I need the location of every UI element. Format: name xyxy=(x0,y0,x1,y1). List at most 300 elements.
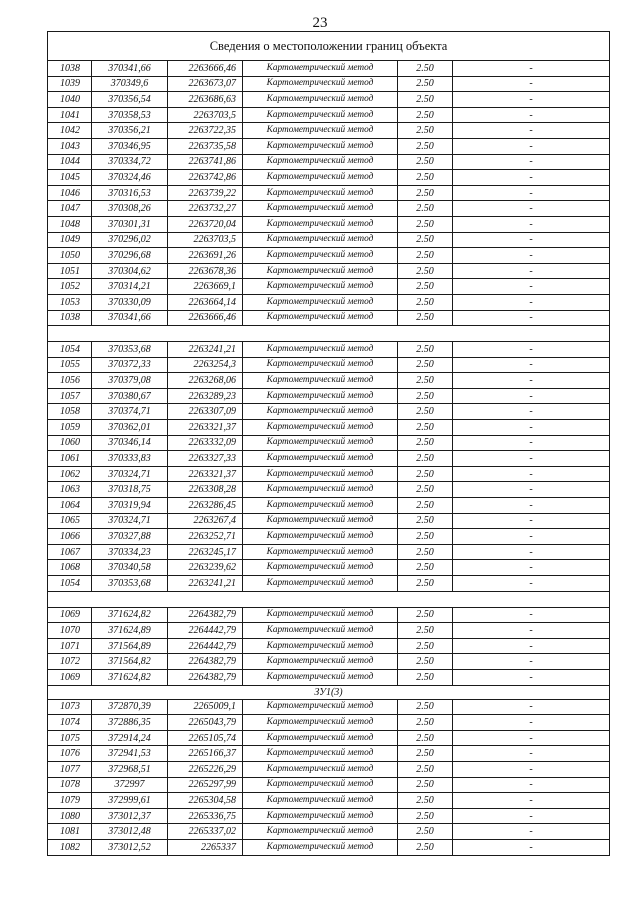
description-cell: - xyxy=(453,342,610,358)
coord-x: 371624,82 xyxy=(92,669,168,685)
coord-x: 370362,01 xyxy=(92,420,168,436)
accuracy-cell: 2.50 xyxy=(398,216,453,232)
accuracy-cell: 2.50 xyxy=(398,451,453,467)
point-number: 1047 xyxy=(48,201,92,217)
method-cell: Картометрический метод xyxy=(243,529,398,545)
accuracy-cell: 2.50 xyxy=(398,498,453,514)
coord-x: 370301,31 xyxy=(92,216,168,232)
table-row xyxy=(48,232,610,248)
coord-y: 2263321,37 xyxy=(168,466,243,482)
point-number: 1052 xyxy=(48,279,92,295)
coord-y: 2263741,86 xyxy=(168,154,243,170)
accuracy-cell: 2.50 xyxy=(398,746,453,762)
table-row xyxy=(48,138,610,154)
point-number: 1067 xyxy=(48,544,92,560)
coord-y: 2264442,79 xyxy=(168,623,243,639)
accuracy-cell: 2.50 xyxy=(398,123,453,139)
coord-y: 2263678,36 xyxy=(168,263,243,279)
table-row xyxy=(48,342,610,358)
accuracy-cell: 2.50 xyxy=(398,404,453,420)
coord-y: 2263703,5 xyxy=(168,232,243,248)
coord-y: 2263268,06 xyxy=(168,373,243,389)
table-row xyxy=(48,76,610,92)
table-row xyxy=(48,248,610,264)
coord-x: 370296,02 xyxy=(92,232,168,248)
coord-x: 372870,39 xyxy=(92,699,168,715)
coord-x: 370353,68 xyxy=(92,576,168,592)
accuracy-cell: 2.50 xyxy=(398,824,453,840)
description-cell: - xyxy=(453,123,610,139)
coord-y: 2265105,74 xyxy=(168,730,243,746)
coord-y: 2263666,46 xyxy=(168,61,243,77)
method-cell: Картометрический метод xyxy=(243,824,398,840)
method-cell: Картометрический метод xyxy=(243,216,398,232)
coord-x: 370341,66 xyxy=(92,61,168,77)
coord-y: 2265337 xyxy=(168,839,243,855)
point-number: 1069 xyxy=(48,607,92,623)
coord-y: 2263686,63 xyxy=(168,92,243,108)
accuracy-cell: 2.50 xyxy=(398,310,453,326)
table-row xyxy=(48,420,610,436)
method-cell: Картометрический метод xyxy=(243,560,398,576)
coord-x: 370346,14 xyxy=(92,435,168,451)
coord-y: 2263735,58 xyxy=(168,138,243,154)
method-cell: Картометрический метод xyxy=(243,513,398,529)
description-cell: - xyxy=(453,638,610,654)
description-cell: - xyxy=(453,138,610,154)
coord-x: 372941,53 xyxy=(92,746,168,762)
coord-x: 370353,68 xyxy=(92,342,168,358)
point-number: 1065 xyxy=(48,513,92,529)
accuracy-cell: 2.50 xyxy=(398,76,453,92)
description-cell: - xyxy=(453,761,610,777)
method-cell: Картометрический метод xyxy=(243,638,398,654)
point-number: 1057 xyxy=(48,388,92,404)
description-cell: - xyxy=(453,560,610,576)
coord-x: 370340,58 xyxy=(92,560,168,576)
method-cell: Картометрический метод xyxy=(243,498,398,514)
description-cell: - xyxy=(453,404,610,420)
coord-y: 2263327,33 xyxy=(168,451,243,467)
description-cell: - xyxy=(453,263,610,279)
table-row xyxy=(48,808,610,824)
accuracy-cell: 2.50 xyxy=(398,107,453,123)
table-row xyxy=(48,216,610,232)
coord-x: 373012,52 xyxy=(92,839,168,855)
coord-x: 370334,23 xyxy=(92,544,168,560)
coord-x: 373012,37 xyxy=(92,808,168,824)
table-row xyxy=(48,513,610,529)
method-cell: Картометрический метод xyxy=(243,388,398,404)
coord-y: 2263307,09 xyxy=(168,404,243,420)
description-cell: - xyxy=(453,513,610,529)
method-cell: Картометрический метод xyxy=(243,746,398,762)
point-number: 1076 xyxy=(48,746,92,762)
spacer-row xyxy=(48,591,610,607)
method-cell: Картометрический метод xyxy=(243,342,398,358)
coord-y: 2265337,02 xyxy=(168,824,243,840)
coord-y: 2263289,23 xyxy=(168,388,243,404)
method-cell: Картометрический метод xyxy=(243,654,398,670)
point-number: 1038 xyxy=(48,310,92,326)
accuracy-cell: 2.50 xyxy=(398,294,453,310)
point-number: 1045 xyxy=(48,170,92,186)
point-number: 1050 xyxy=(48,248,92,264)
point-number: 1044 xyxy=(48,154,92,170)
coord-y: 2263666,46 xyxy=(168,310,243,326)
table-row xyxy=(48,544,610,560)
coord-x: 370372,33 xyxy=(92,357,168,373)
accuracy-cell: 2.50 xyxy=(398,560,453,576)
point-number: 1053 xyxy=(48,294,92,310)
accuracy-cell: 2.50 xyxy=(398,342,453,358)
coord-y: 2265043,79 xyxy=(168,715,243,731)
accuracy-cell: 2.50 xyxy=(398,279,453,295)
method-cell: Картометрический метод xyxy=(243,699,398,715)
table-row xyxy=(48,107,610,123)
method-cell: Картометрический метод xyxy=(243,839,398,855)
accuracy-cell: 2.50 xyxy=(398,839,453,855)
coord-y: 2263252,71 xyxy=(168,529,243,545)
point-number: 1042 xyxy=(48,123,92,139)
table-row xyxy=(48,746,610,762)
coord-x: 370330,09 xyxy=(92,294,168,310)
coord-y: 2264382,79 xyxy=(168,607,243,623)
accuracy-cell: 2.50 xyxy=(398,420,453,436)
method-cell: Картометрический метод xyxy=(243,138,398,154)
section-label: ЗУ1(3) xyxy=(48,685,610,699)
description-cell: - xyxy=(453,498,610,514)
method-cell: Картометрический метод xyxy=(243,61,398,77)
table-row xyxy=(48,669,610,685)
coord-y: 2265304,58 xyxy=(168,793,243,809)
point-number: 1056 xyxy=(48,373,92,389)
description-cell: - xyxy=(453,576,610,592)
point-number: 1064 xyxy=(48,498,92,514)
coord-y: 2263732,27 xyxy=(168,201,243,217)
table-row xyxy=(48,730,610,746)
method-cell: Картометрический метод xyxy=(243,373,398,389)
description-cell: - xyxy=(453,61,610,77)
point-number: 1078 xyxy=(48,777,92,793)
table-row xyxy=(48,761,610,777)
table-row xyxy=(48,839,610,855)
point-number: 1048 xyxy=(48,216,92,232)
table-row xyxy=(48,310,610,326)
method-cell: Картометрический метод xyxy=(243,669,398,685)
table-row xyxy=(48,715,610,731)
accuracy-cell: 2.50 xyxy=(398,263,453,279)
table-row xyxy=(48,607,610,623)
table-row xyxy=(48,201,610,217)
boundary-table-body xyxy=(48,32,610,856)
method-cell: Картометрический метод xyxy=(243,607,398,623)
point-number: 1060 xyxy=(48,435,92,451)
description-cell: - xyxy=(453,746,610,762)
coord-x: 370308,26 xyxy=(92,201,168,217)
coord-y: 2263739,22 xyxy=(168,185,243,201)
accuracy-cell: 2.50 xyxy=(398,435,453,451)
coord-x: 370341,66 xyxy=(92,310,168,326)
description-cell: - xyxy=(453,388,610,404)
coord-y: 2263254,3 xyxy=(168,357,243,373)
method-cell: Картометрический метод xyxy=(243,466,398,482)
table-row xyxy=(48,560,610,576)
description-cell: - xyxy=(453,279,610,295)
method-cell: Картометрический метод xyxy=(243,170,398,186)
table-row xyxy=(48,357,610,373)
point-number: 1082 xyxy=(48,839,92,855)
description-cell: - xyxy=(453,529,610,545)
point-number: 1081 xyxy=(48,824,92,840)
method-cell: Картометрический метод xyxy=(243,420,398,436)
method-cell: Картометрический метод xyxy=(243,357,398,373)
method-cell: Картометрический метод xyxy=(243,263,398,279)
method-cell: Картометрический метод xyxy=(243,435,398,451)
point-number: 1070 xyxy=(48,623,92,639)
coord-y: 2263308,28 xyxy=(168,482,243,498)
table-row xyxy=(48,793,610,809)
description-cell: - xyxy=(453,435,610,451)
point-number: 1043 xyxy=(48,138,92,154)
coord-x: 370334,72 xyxy=(92,154,168,170)
point-number: 1068 xyxy=(48,560,92,576)
table-row xyxy=(48,482,610,498)
table-row xyxy=(48,576,610,592)
coord-y: 2265336,75 xyxy=(168,808,243,824)
coord-y: 2263742,86 xyxy=(168,170,243,186)
method-cell: Картометрический метод xyxy=(243,123,398,139)
coord-y: 2264442,79 xyxy=(168,638,243,654)
point-number: 1075 xyxy=(48,730,92,746)
point-number: 1069 xyxy=(48,669,92,685)
method-cell: Картометрический метод xyxy=(243,248,398,264)
coord-x: 370333,83 xyxy=(92,451,168,467)
description-cell: - xyxy=(453,607,610,623)
description-cell: - xyxy=(453,808,610,824)
table-row xyxy=(48,466,610,482)
point-number: 1062 xyxy=(48,466,92,482)
table-title-row xyxy=(48,32,610,61)
coord-x: 370346,95 xyxy=(92,138,168,154)
coord-x: 370324,71 xyxy=(92,513,168,529)
method-cell: Картометрический метод xyxy=(243,730,398,746)
description-cell: - xyxy=(453,623,610,639)
coord-x: 370324,71 xyxy=(92,466,168,482)
point-number: 1079 xyxy=(48,793,92,809)
accuracy-cell: 2.50 xyxy=(398,761,453,777)
description-cell: - xyxy=(453,216,610,232)
table-row xyxy=(48,498,610,514)
table-row xyxy=(48,824,610,840)
coord-y: 2265009,1 xyxy=(168,699,243,715)
accuracy-cell: 2.50 xyxy=(398,808,453,824)
description-cell: - xyxy=(453,699,610,715)
coord-y: 2264382,79 xyxy=(168,654,243,670)
coord-x: 370379,08 xyxy=(92,373,168,389)
point-number: 1054 xyxy=(48,576,92,592)
table-row xyxy=(48,529,610,545)
page-number: 23 xyxy=(312,15,328,31)
coord-x: 372886,35 xyxy=(92,715,168,731)
method-cell: Картометрический метод xyxy=(243,715,398,731)
table-row xyxy=(48,185,610,201)
description-cell: - xyxy=(453,466,610,482)
method-cell: Картометрический метод xyxy=(243,185,398,201)
description-cell: - xyxy=(453,107,610,123)
accuracy-cell: 2.50 xyxy=(398,654,453,670)
coord-x: 370380,67 xyxy=(92,388,168,404)
description-cell: - xyxy=(453,373,610,389)
description-cell: - xyxy=(453,839,610,855)
description-cell: - xyxy=(453,420,610,436)
coord-y: 2263321,37 xyxy=(168,420,243,436)
table-row xyxy=(48,638,610,654)
method-cell: Картометрический метод xyxy=(243,451,398,467)
accuracy-cell: 2.50 xyxy=(398,513,453,529)
coord-x: 371564,82 xyxy=(92,654,168,670)
table-row xyxy=(48,777,610,793)
description-cell: - xyxy=(453,482,610,498)
point-number: 1041 xyxy=(48,107,92,123)
description-cell: - xyxy=(453,715,610,731)
coord-x: 370356,54 xyxy=(92,92,168,108)
accuracy-cell: 2.50 xyxy=(398,373,453,389)
point-number: 1059 xyxy=(48,420,92,436)
description-cell: - xyxy=(453,451,610,467)
description-cell: - xyxy=(453,310,610,326)
table-row xyxy=(48,435,610,451)
spacer-row xyxy=(48,326,610,342)
description-cell: - xyxy=(453,154,610,170)
coord-y: 2263241,21 xyxy=(168,576,243,592)
table-row xyxy=(48,373,610,389)
accuracy-cell: 2.50 xyxy=(398,138,453,154)
accuracy-cell: 2.50 xyxy=(398,170,453,186)
point-number: 1071 xyxy=(48,638,92,654)
point-number: 1061 xyxy=(48,451,92,467)
coord-y: 2263245,17 xyxy=(168,544,243,560)
method-cell: Картометрический метод xyxy=(243,310,398,326)
coord-x: 372999,61 xyxy=(92,793,168,809)
accuracy-cell: 2.50 xyxy=(398,699,453,715)
method-cell: Картометрический метод xyxy=(243,777,398,793)
coord-x: 373012,48 xyxy=(92,824,168,840)
coord-y: 2265297,99 xyxy=(168,777,243,793)
coord-y: 2263664,14 xyxy=(168,294,243,310)
accuracy-cell: 2.50 xyxy=(398,232,453,248)
table-row xyxy=(48,388,610,404)
description-cell: - xyxy=(453,76,610,92)
coord-y: 2263703,5 xyxy=(168,107,243,123)
accuracy-cell: 2.50 xyxy=(398,607,453,623)
table-row xyxy=(48,263,610,279)
accuracy-cell: 2.50 xyxy=(398,777,453,793)
description-cell: - xyxy=(453,232,610,248)
accuracy-cell: 2.50 xyxy=(398,623,453,639)
accuracy-cell: 2.50 xyxy=(398,357,453,373)
coord-y: 2263720,04 xyxy=(168,216,243,232)
accuracy-cell: 2.50 xyxy=(398,61,453,77)
method-cell: Картометрический метод xyxy=(243,404,398,420)
table-row xyxy=(48,623,610,639)
description-cell: - xyxy=(453,248,610,264)
description-cell: - xyxy=(453,544,610,560)
coord-x: 372997 xyxy=(92,777,168,793)
accuracy-cell: 2.50 xyxy=(398,248,453,264)
accuracy-cell: 2.50 xyxy=(398,92,453,108)
description-cell: - xyxy=(453,793,610,809)
method-cell: Картометрический метод xyxy=(243,232,398,248)
coord-y: 2263722,35 xyxy=(168,123,243,139)
table-title: Сведения о местоположении границ объекта xyxy=(48,32,610,61)
table-row xyxy=(48,154,610,170)
description-cell: - xyxy=(453,824,610,840)
coord-y: 2265166,37 xyxy=(168,746,243,762)
coord-x: 371624,89 xyxy=(92,623,168,639)
description-cell: - xyxy=(453,185,610,201)
accuracy-cell: 2.50 xyxy=(398,482,453,498)
description-cell: - xyxy=(453,654,610,670)
spacer-cell xyxy=(48,591,610,607)
coord-y: 2263673,07 xyxy=(168,76,243,92)
point-number: 1039 xyxy=(48,76,92,92)
accuracy-cell: 2.50 xyxy=(398,669,453,685)
point-number: 1063 xyxy=(48,482,92,498)
description-cell: - xyxy=(453,777,610,793)
accuracy-cell: 2.50 xyxy=(398,388,453,404)
table-row xyxy=(48,404,610,420)
method-cell: Картометрический метод xyxy=(243,279,398,295)
coord-y: 2264382,79 xyxy=(168,669,243,685)
accuracy-cell: 2.50 xyxy=(398,576,453,592)
method-cell: Картометрический метод xyxy=(243,808,398,824)
point-number: 1055 xyxy=(48,357,92,373)
description-cell: - xyxy=(453,170,610,186)
description-cell: - xyxy=(453,357,610,373)
boundary-table xyxy=(47,31,610,856)
table-row xyxy=(48,61,610,77)
method-cell: Картометрический метод xyxy=(243,761,398,777)
accuracy-cell: 2.50 xyxy=(398,544,453,560)
coord-x: 370318,75 xyxy=(92,482,168,498)
point-number: 1051 xyxy=(48,263,92,279)
table-row xyxy=(48,294,610,310)
point-number: 1066 xyxy=(48,529,92,545)
coord-x: 370314,21 xyxy=(92,279,168,295)
coord-y: 2263669,1 xyxy=(168,279,243,295)
table-row xyxy=(48,451,610,467)
method-cell: Картометрический метод xyxy=(243,793,398,809)
coord-x: 370374,71 xyxy=(92,404,168,420)
accuracy-cell: 2.50 xyxy=(398,730,453,746)
accuracy-cell: 2.50 xyxy=(398,466,453,482)
method-cell: Картометрический метод xyxy=(243,623,398,639)
method-cell: Картометрический метод xyxy=(243,576,398,592)
section-row xyxy=(48,685,610,699)
point-number: 1040 xyxy=(48,92,92,108)
description-cell: - xyxy=(453,730,610,746)
table-row xyxy=(48,92,610,108)
table-row xyxy=(48,170,610,186)
description-cell: - xyxy=(453,294,610,310)
point-number: 1038 xyxy=(48,61,92,77)
method-cell: Картометрический метод xyxy=(243,544,398,560)
point-number: 1073 xyxy=(48,699,92,715)
method-cell: Картометрический метод xyxy=(243,76,398,92)
point-number: 1072 xyxy=(48,654,92,670)
table-row xyxy=(48,699,610,715)
